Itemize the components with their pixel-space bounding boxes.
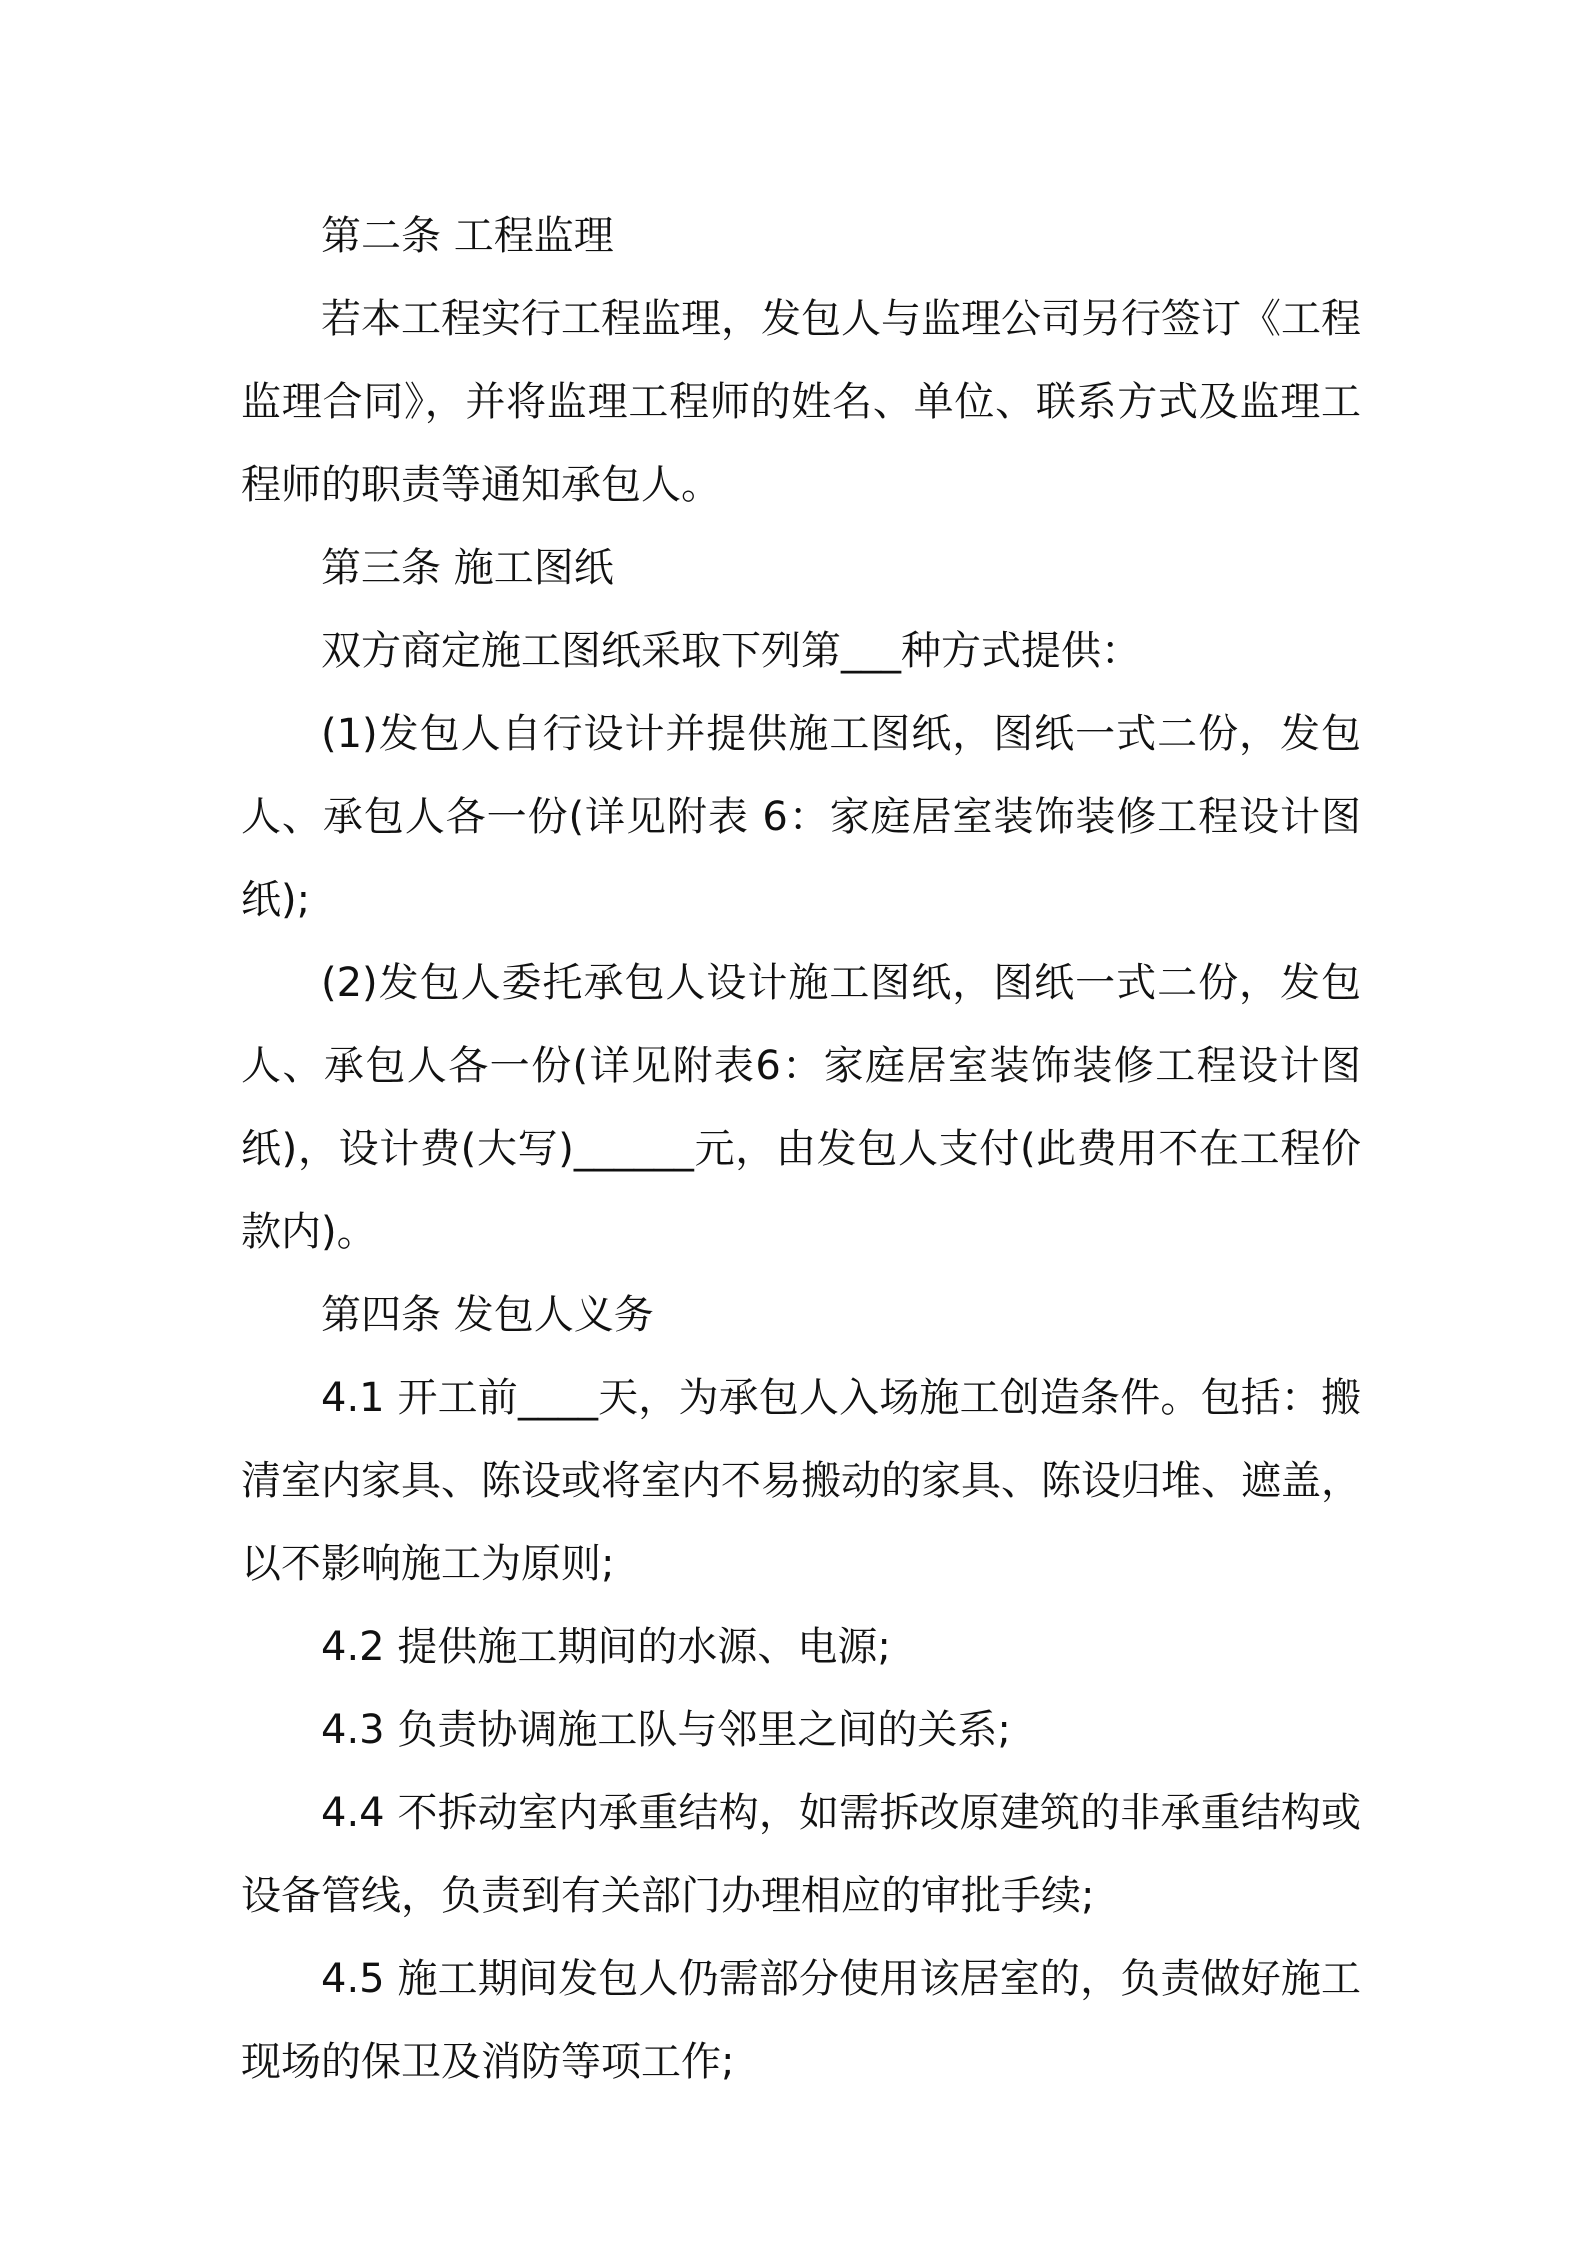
clause-4-3: 4.3 负责协调施工队与邻里之间的关系; bbox=[321, 1707, 1011, 1753]
article-2-body: 若本工程实行工程监理，发包人与监理公司另行签订《工程监理合同》，并将监理工程师的姓名、单位、联系方式及监理工程师的职责等通知承包人。 bbox=[241, 296, 1361, 508]
clause-4-4: 4.4 不拆动室内承重结构，如需拆改原建筑的非承重结构或设备管线，负责到有关部门办理相应的审批手续; bbox=[241, 1790, 1361, 1919]
clause-4-5: 4.5 施工期间发包人仍需部分使用该居室的，负责做好施工现场的保卫及消防等项工作; bbox=[241, 1956, 1361, 2085]
article-3-option-2: (2)发包人委托承包人设计施工图纸，图纸一式二份，发包人、承包人各一份(详见附表6：家庭居室装饰装修工程设计图纸)，设计费(大写)______元，由发包人支付(此费用不在工程价款内)。 bbox=[241, 960, 1361, 1255]
article-3-option-1: (1)发包人自行设计并提供施工图纸，图纸一式二份，发包人、承包人各一份(详见附表 6：家庭居室装饰装修工程设计图纸); bbox=[241, 711, 1361, 923]
document-page bbox=[241, 195, 1361, 2104]
article-3-intro: 双方商定施工图纸采取下列第___种方式提供： bbox=[321, 628, 1141, 674]
article-3-heading: 第三条 施工图纸 bbox=[321, 545, 614, 591]
clause-4-1: 4.1 开工前____天，为承包人入场施工创造条件。包括：搬清室内家具、陈设或将室内不易搬动的家具、陈设归堆、遮盖，以不影响施工为原则; bbox=[241, 1375, 1361, 1587]
clause-4-2: 4.2 提供施工期间的水源、电源; bbox=[321, 1624, 891, 1670]
article-4-heading: 第四条 发包人义务 bbox=[321, 1292, 654, 1338]
article-2-heading: 第二条 工程监理 bbox=[321, 213, 614, 259]
